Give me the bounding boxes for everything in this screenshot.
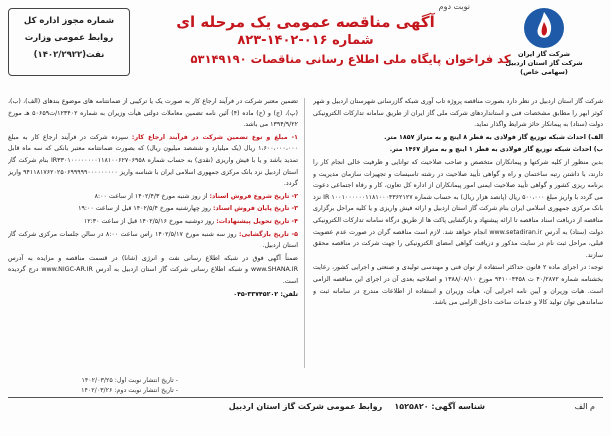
tender-code: کد فراخوان پایگاه ملی اطلاع رسانی مناقصات ۵۳۱۴۹۱۹۰ bbox=[190, 52, 511, 66]
footer-org: روابط عمومی شرکت گاز استان اردبیل bbox=[228, 402, 383, 411]
footer-code: م الف bbox=[574, 402, 595, 411]
section-2-label: ۲- تاریخ شروع فروش اسناد: bbox=[209, 192, 298, 200]
org-name-line3: (سهامی خاص) bbox=[520, 68, 568, 76]
section-5 bbox=[8, 229, 298, 252]
permit-line3: نفت(۱۴۰۲/۲۹۲۲) bbox=[33, 50, 105, 60]
publication-dates bbox=[8, 376, 178, 396]
note-paragraph: توجه: در اجرای ماده ۲ قانون حداکثر استفاده از توان فنی و مهندسی تولیدی و صنعتی و اجرایی کشور، رعایت بخشنامه شماره ۴۰/۲۸۷۲ ت ۹۴۱۰۰۴۴۵۸ مورخ ۱۳۸۸/۰۸/۱۰ و اصلاحیه بعدی آن در اجرای این مناقصه الزامی است. هیات وزیران و آیین نامه اجرایی آن، هیأت وزیران و استفاده از اطلاعات مندرج در سامانه ثبت و ساماندهی توان تولید کالا و خدمات ساخت داخل الزامی می باشد. bbox=[313, 264, 603, 307]
org-name-line2: شرکت گاز استان اردبیل bbox=[505, 59, 583, 67]
org-name-line1: شرکت گاز ایران bbox=[517, 50, 571, 58]
closing-paragraph: ضمناً آگهی فوق در شبکه اطلاع رسانی نفت و انرژی (شانا) در قسمت مناقصه و مزایده به آدرس www.SHANA.IR و شبکه اطلاع رسانی شرکت گاز استان اردبیل به آدرس www.NIGC-AR.IR درج گردیده است. bbox=[8, 254, 298, 285]
section-3 bbox=[8, 203, 298, 215]
publication-round: نوبت دوم bbox=[438, 2, 470, 11]
section-5-text: روز سه شنبه مورخ ۱۴۰۲/۵/۱۷ راس ساعت ۸:۰۰ در سالن جلسات مرکزی شرکت گاز استان اردبیل. bbox=[8, 230, 298, 250]
permit-line2: روابط عمومی وزارت bbox=[24, 33, 114, 43]
left-column bbox=[8, 96, 298, 374]
section-4-text: روز دوشنبه مورخ ۱۴۰۲/۵/۱۶ قبل از ساعت ۱۲:۳۰ bbox=[83, 217, 215, 225]
phone-number: تلفن: ۳۳۷۴۵۲۰۲-۰۴۵ bbox=[233, 290, 298, 298]
section-5-label: ۵- تاریخ بازگشایی: bbox=[239, 230, 298, 238]
item-a: الف) احداث شبکه توزیع گاز فولادی به قطر ۸ اینچ و به متراژ ۱۸۵۷ متر. bbox=[384, 133, 603, 141]
footer bbox=[8, 402, 603, 418]
first-publication-date: - تاریخ انتشار نوبت اول: ۱۴۰۲/۰۳/۲۵ bbox=[81, 377, 178, 384]
permit-box bbox=[8, 8, 130, 76]
section-3-label: ۳- تاریخ پایان فروش اسناد: bbox=[213, 205, 298, 213]
ad-id: شناسه آگهی: ۱۵۲۵۸۲۰ bbox=[394, 402, 485, 411]
section-1-label: ۱- مبلغ و نوع تضمین شرکت در فرآیند ارجاع کار: bbox=[131, 133, 298, 141]
intro-paragraph: شرکت گاز استان اردبیل در نظر دارد بصورت مناقصه پروژه تاب آوری شبکه گازرسانی شهرستان اردبیل و شهر کوثر ابهر را مطابق مشخصات فنی و استانداردهای شرکت ملی گاز ایران از طریق سامانه تدارکات الکترونیکی دولت (ستاد) به پیمانکار حائز شرایط واگذار نماید. bbox=[313, 98, 603, 129]
notice-title-block bbox=[135, 2, 511, 68]
section-2-text: از روز شنبه مورخ ۱۴۰۲/۴/۳ از ساعت ۸:۰۰ bbox=[94, 192, 208, 200]
section-4-label: ۴- تاریخ تحویل پیشنهادات: bbox=[216, 217, 298, 225]
section-1 bbox=[8, 132, 298, 190]
section-2 bbox=[8, 191, 298, 203]
nigc-flame-logo-icon bbox=[522, 6, 566, 50]
permit-line1: شماره مجوز اداره کل bbox=[23, 16, 115, 26]
tender-number: شماره ۰۱۶-۱۴۰۲-۸۲۳ bbox=[237, 33, 374, 48]
second-publication-date: - تاریخ انتشار نوبت دوم: ۱۴۰۲/۰۳/۲۶ bbox=[81, 387, 178, 394]
eligibility-paragraph: بدین منظور از کلیه شرکتها و پیمانکاران متخصص و صاحب صلاحیت که توانایی و ظرفیت خالی انجام کار را دارند، با داشتن رتبه ساختمان و راه و گواهی تأیید صلاحیت در رشته تاسیسات و تجهیزات سازمان مدیریت و برنامه ریزی کشور و گواهی تأیید صلاحیت ایمنی امور پیمانکاران از اداره کل تعاون، کار و رفاه اجتماعی دعوت می گردد با واریز مبلغ ۵۰۰،۰۰۰ ریال (پانصد هزار ریال) به حساب شماره IR ۱۰۰۱۰۰۰۰۰۰۱۱۸۱۰۰۰۴۳۶۲۱۲۷ نزد بانک مرکزی جمهوری اسلامی ایران بنام شرکت گاز استان اردبیل و ارائه فیش واریزی و یا کلیه مراحل برگزاری مناقصه از دریافت اسناد مناقصه تا ارائه پیشنهاد و بازگشایی پاکت ها از طریق درگاه سامانه تدارکات الکترونیکی دولت (ستاد) به آدرس www.setadiran.ir انجام خواهد شد. لازم است مناقصه گران در صورت عدم عضویت قبلی، مراحل ثبت نام در سایت مذکور و دریافت گواهی امضای الکترونیکی را جهت شرکت در مناقصه محقق سازند. bbox=[313, 158, 603, 259]
footer-divider bbox=[8, 397, 603, 398]
section-3-text: روز چهارشنبه مورخ ۱۴۰۲/۵/۴ قبل از ساعت ۱۹:۰۰ bbox=[78, 205, 211, 213]
right-column bbox=[313, 96, 603, 374]
notice-title: آگهی مناقصه عمومی یک مرحله ای bbox=[176, 13, 435, 31]
guarantee-paragraph: تضمین معتبر شرکت در فرآیند ارجاع کار به صورت یک یا ترکیبی از ضمانتنامه های موضوع بندهای (الف)، (ب)، (پ)، (ج) و (ح) ماده (۴) آئین نامه تضمین معاملات دولتی هیأت وزیران به شماره ۱۲۳۴۰۲/ت۵۰۶۵۹ هـ مورخ ۱۳۹۴/۹/۲۲ می باشد. bbox=[8, 98, 298, 129]
column-divider bbox=[304, 98, 305, 368]
item-b: ب) احداث شبکه توزیع گاز فولادی به قطر ۱ اینچ و به متراژ ۱۴۶۷ متر. bbox=[389, 146, 603, 154]
section-1-text: سپرده شرکت در فرآیند ارجاع کار به مبلغ ۱،۶۰۰،۰۰۰،۰۰۰ ریال (یک میلیارد و ششصد میلیون ریال) که بصورت ضمانتنامه معتبر بانکی که سه ماه قابل تمدید باشد و یا با فیش واریزی (نقدی) به حساب شماره IR۳۳۰۱۰۰۰۰۰۰۰۰۱۱۸۱۰۰۶۲۷۰۶۹۵۸ بنام شرکت گاز استان اردبیل نزد بانک مرکزی جمهوری اسلامی ایران با شناسه واریز ۹۴۱۱۸۱۷۶۲۰۲۵۰۶۹۹۹۹۹۰۰۰۰۰۰۰۰۰ واریز گردد. bbox=[8, 133, 298, 188]
section-4 bbox=[8, 216, 298, 228]
